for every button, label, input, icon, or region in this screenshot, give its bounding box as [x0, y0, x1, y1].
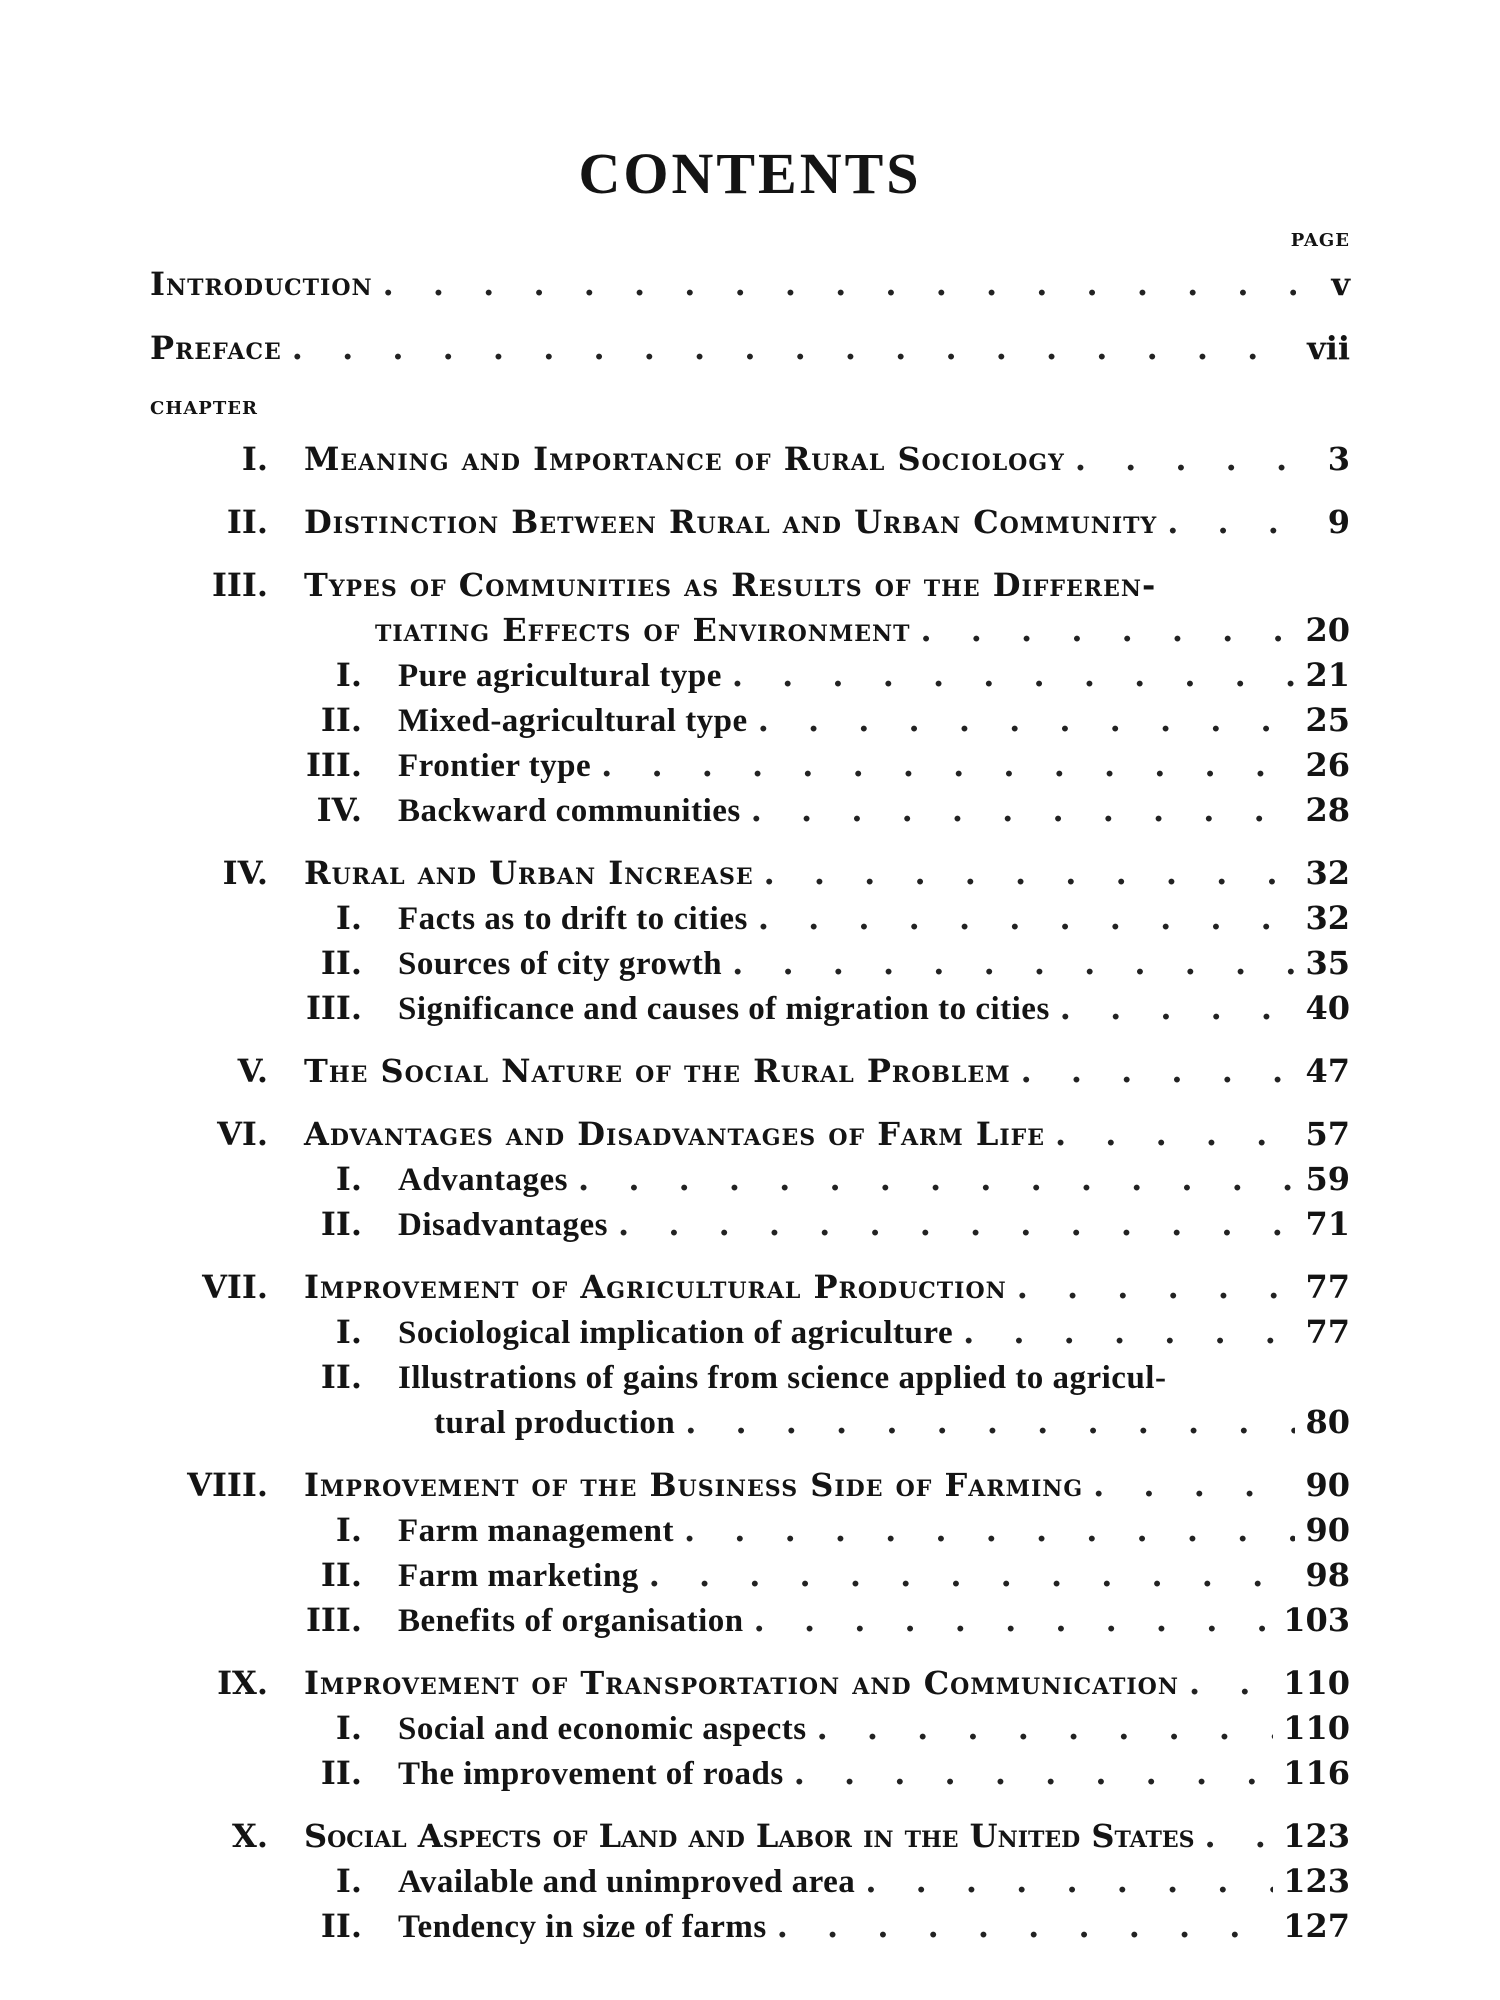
- toc-section[interactable]: [150, 653, 1350, 697]
- toc-chapter-ix[interactable]: [150, 1661, 1350, 1705]
- section-page: 123: [1283, 1862, 1350, 1900]
- section-title: Sociological implication of agriculture: [398, 1315, 954, 1351]
- dot-leader: [601, 743, 1295, 787]
- dot-leader: [1189, 1661, 1273, 1705]
- toc-section[interactable]: [150, 698, 1350, 742]
- chapter-number: V.: [237, 1052, 268, 1090]
- toc-section[interactable]: [150, 1859, 1350, 1903]
- toc-chapter-vii[interactable]: [150, 1265, 1350, 1309]
- toc-section[interactable]: [150, 1355, 1350, 1399]
- section-number: II.: [320, 1205, 362, 1243]
- chapter-page: 77: [1305, 1268, 1350, 1306]
- toc-chapter-iii-cont[interactable]: [375, 608, 1350, 652]
- dot-leader: [1017, 1265, 1296, 1309]
- toc-section[interactable]: [150, 1904, 1350, 1948]
- toc-section[interactable]: [150, 1706, 1350, 1750]
- section-page: 26: [1305, 746, 1350, 784]
- toc-chapter-i[interactable]: [150, 437, 1350, 481]
- chapter-column-label: CHAPTER: [150, 398, 258, 419]
- toc-section[interactable]: [150, 1598, 1350, 1642]
- section-title: Social and economic aspects: [398, 1711, 807, 1747]
- section-number: I.: [335, 1511, 362, 1549]
- toc-section[interactable]: [150, 986, 1350, 1030]
- dot-leader: [292, 326, 1296, 370]
- section-title: Farm marketing: [398, 1558, 639, 1594]
- dot-leader: [963, 1310, 1295, 1354]
- chapter-title: Improvement of Transportation and Communication: [304, 1664, 1179, 1702]
- chapter-number: IX.: [217, 1664, 268, 1702]
- section-number: I.: [335, 656, 362, 694]
- section-number: I.: [335, 1862, 362, 1900]
- dot-leader: [754, 1598, 1274, 1642]
- section-page: 35: [1305, 944, 1350, 982]
- section-page: 98: [1305, 1556, 1350, 1594]
- dot-leader: [817, 1706, 1274, 1750]
- section-title: The improvement of roads: [398, 1756, 784, 1792]
- dot-leader: [684, 1508, 1295, 1552]
- toc-section[interactable]: [150, 1157, 1350, 1201]
- section-page: 32: [1305, 899, 1350, 937]
- chapter-title: Distinction Between Rural and Urban Community: [304, 503, 1158, 541]
- chapter-number: III.: [211, 566, 268, 604]
- toc-section[interactable]: [150, 743, 1350, 787]
- dot-leader: [1093, 1463, 1295, 1507]
- dot-leader: [777, 1904, 1273, 1948]
- chapter-number: VII.: [202, 1268, 268, 1306]
- page-title: CONTENTS: [578, 141, 922, 206]
- chapter-page: 57: [1305, 1115, 1350, 1153]
- section-page: 127: [1283, 1907, 1350, 1945]
- section-number: I.: [335, 899, 362, 937]
- chapter-page: 20: [1305, 611, 1350, 649]
- chapter-number: VIII.: [187, 1466, 268, 1504]
- toc-chapter-viii[interactable]: [150, 1463, 1350, 1507]
- chapter-page: 90: [1305, 1466, 1350, 1504]
- toc-section[interactable]: [150, 1310, 1350, 1354]
- toc-section[interactable]: [150, 896, 1350, 940]
- dot-leader: [758, 896, 1296, 940]
- dot-leader: [732, 653, 1296, 697]
- section-title: Farm management: [398, 1513, 675, 1549]
- dot-leader: [764, 851, 1296, 895]
- section-page: 71: [1305, 1205, 1350, 1243]
- toc-chapter-iv[interactable]: [150, 851, 1350, 895]
- dot-leader: [794, 1751, 1274, 1795]
- dot-leader: [1060, 986, 1296, 1030]
- toc-section[interactable]: [150, 1553, 1350, 1597]
- toc-section-cont[interactable]: [434, 1400, 1350, 1444]
- section-number: II.: [320, 1754, 362, 1792]
- section-number: II.: [320, 701, 362, 739]
- chapter-number: I.: [241, 440, 268, 478]
- dot-leader: [649, 1553, 1296, 1597]
- toc-chapter-v[interactable]: [150, 1049, 1350, 1093]
- section-title-line2: tural production: [434, 1405, 676, 1441]
- section-title: Frontier type: [398, 748, 592, 784]
- toc-section[interactable]: [150, 1508, 1350, 1552]
- toc-chapter-ii[interactable]: [150, 500, 1350, 544]
- dot-leader: [1021, 1049, 1296, 1093]
- section-number: II.: [320, 1556, 362, 1594]
- dot-leader: [732, 941, 1295, 985]
- chapter-number: IV.: [222, 854, 268, 892]
- chapter-number: VI.: [217, 1115, 268, 1153]
- chapter-page: 32: [1305, 854, 1350, 892]
- section-title: Tendency in size of farms: [398, 1909, 767, 1945]
- chapter-title-line2: tiating Effects of Environment: [375, 611, 911, 649]
- section-number: II.: [320, 1907, 362, 1945]
- toc-section[interactable]: [150, 788, 1350, 832]
- section-title: Disadvantages: [398, 1207, 609, 1243]
- chapter-title: Improvement of Agricultural Production: [304, 1268, 1007, 1306]
- chapter-title: The Social Nature of the Rural Problem: [304, 1052, 1011, 1090]
- chapter-title: Meaning and Importance of Rural Sociology: [304, 440, 1065, 478]
- toc-entry-introduction[interactable]: [150, 262, 1350, 306]
- section-page: 59: [1305, 1160, 1350, 1198]
- section-title: Facts as to drift to cities: [398, 901, 748, 937]
- section-title: Benefits of organisation: [398, 1603, 744, 1639]
- chapter-page: 123: [1283, 1817, 1350, 1855]
- toc-section[interactable]: [150, 1202, 1350, 1246]
- dot-leader: [920, 608, 1295, 652]
- section-number: II.: [320, 944, 362, 982]
- chapter-title: Advantages and Disadvantages of Farm Life: [304, 1115, 1045, 1153]
- toc-section[interactable]: [150, 1751, 1350, 1795]
- section-page: 77: [1305, 1313, 1350, 1351]
- chapter-page: 9: [1327, 503, 1350, 541]
- chapter-number: II.: [226, 503, 268, 541]
- chapter-page: 47: [1305, 1052, 1350, 1090]
- page-column-header: PAGE: [1290, 230, 1350, 251]
- entry-page: v: [1331, 265, 1350, 303]
- section-page: 40: [1305, 989, 1350, 1027]
- dot-leader: [578, 1157, 1295, 1201]
- entry-page: vii: [1307, 329, 1350, 367]
- chapter-title: Improvement of the Business Side of Farming: [304, 1466, 1084, 1504]
- dot-leader: [865, 1859, 1273, 1903]
- toc-chapter-iii[interactable]: [150, 563, 1350, 607]
- dot-leader: [758, 698, 1296, 742]
- dot-leader: [1205, 1814, 1274, 1858]
- entry-title: Preface: [150, 329, 282, 367]
- chapter-title: Social Aspects of Land and Labor in the United States: [304, 1817, 1195, 1855]
- section-title: Available and unimproved area: [398, 1864, 856, 1900]
- section-page: 25: [1305, 701, 1350, 739]
- section-title: Significance and causes of migration to cities: [398, 991, 1050, 1027]
- dot-leader: [751, 788, 1296, 832]
- dot-leader: [685, 1400, 1295, 1444]
- toc-section[interactable]: [150, 941, 1350, 985]
- toc-chapter-vi[interactable]: [150, 1112, 1350, 1156]
- section-number: II.: [320, 1358, 362, 1396]
- section-title-line1: Illustrations of gains from science applied to agricul-: [398, 1360, 1167, 1396]
- section-page: 80: [1305, 1403, 1350, 1441]
- dot-leader: [1167, 500, 1296, 544]
- section-page: 90: [1305, 1511, 1350, 1549]
- section-number: IV.: [316, 791, 362, 829]
- chapter-number: X.: [232, 1817, 268, 1855]
- dot-leader: [1075, 437, 1296, 481]
- section-number: III.: [305, 989, 362, 1027]
- section-number: I.: [335, 1709, 362, 1747]
- section-title: Mixed-agricultural type: [398, 703, 748, 739]
- toc-entry-preface[interactable]: [150, 326, 1350, 370]
- chapter-page: 110: [1283, 1664, 1350, 1702]
- entry-title: Introduction: [150, 265, 373, 303]
- section-title: Sources of city growth: [398, 946, 723, 982]
- section-number: III.: [305, 1601, 362, 1639]
- section-page: 21: [1305, 656, 1350, 694]
- chapter-page: 3: [1327, 440, 1350, 478]
- section-page: 110: [1283, 1709, 1350, 1747]
- toc-chapter-x[interactable]: [150, 1814, 1350, 1858]
- section-number: I.: [335, 1160, 362, 1198]
- section-page: 116: [1283, 1754, 1350, 1792]
- dot-leader: [383, 262, 1296, 306]
- section-page: 103: [1283, 1601, 1350, 1639]
- dot-leader: [618, 1202, 1295, 1246]
- section-number: III.: [305, 746, 362, 784]
- section-title: Backward communities: [398, 793, 741, 829]
- chapter-title-line1: Types of Communities as Results of the Differen-: [304, 566, 1157, 604]
- dot-leader: [1055, 1112, 1295, 1156]
- section-number: I.: [335, 1313, 362, 1351]
- section-title: Pure agricultural type: [398, 658, 722, 694]
- chapter-title: Rural and Urban Increase: [304, 854, 754, 892]
- section-title: Advantages: [398, 1162, 569, 1198]
- section-page: 28: [1305, 791, 1350, 829]
